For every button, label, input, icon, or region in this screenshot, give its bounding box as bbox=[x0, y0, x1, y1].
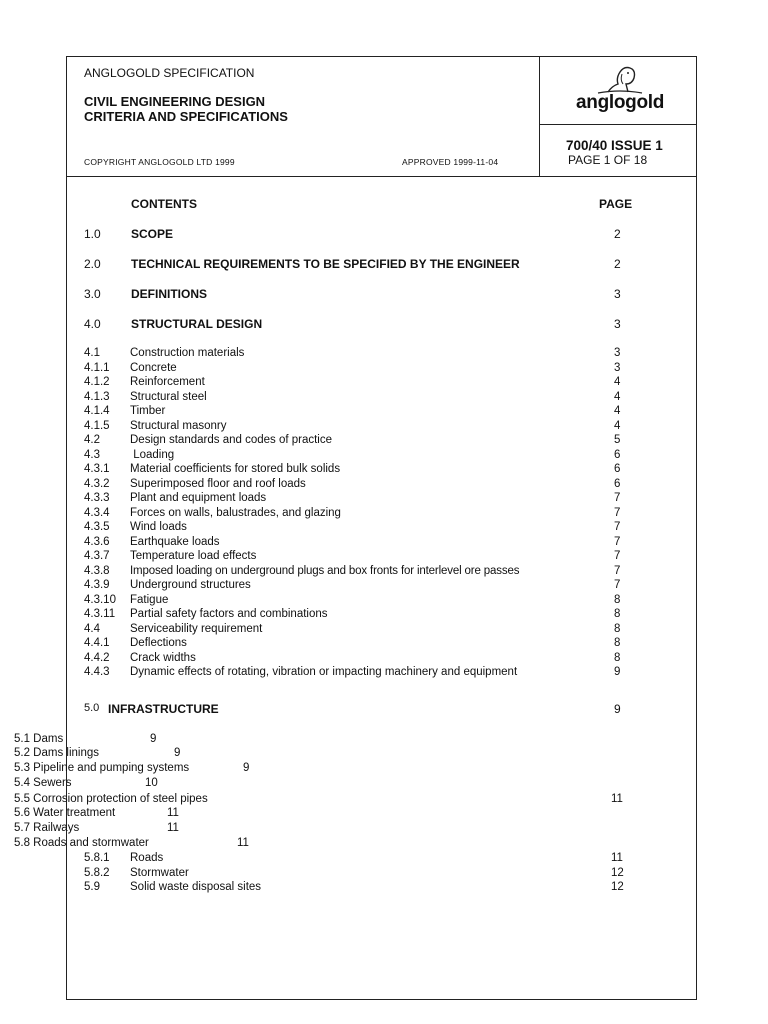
document-issue: 700/40 ISSUE 1 bbox=[566, 138, 663, 153]
subitems-4 bbox=[84, 346, 644, 680]
item-page: 9 bbox=[614, 666, 621, 678]
misaligned-item: 5.3 Pipeline and pumping systems bbox=[14, 762, 190, 774]
item-page: 4 bbox=[614, 390, 621, 403]
item-page: 11 bbox=[611, 852, 623, 864]
item-number: 4.3 bbox=[84, 448, 100, 461]
item-title: Imposed loading on underground plugs and box fronts for interlevel ore passes bbox=[130, 564, 520, 577]
misaligned-item: 5.1 Dams bbox=[14, 733, 64, 745]
section-number: 1.0 bbox=[84, 227, 101, 241]
item-number: 5.9 bbox=[84, 881, 100, 893]
item-title: Solid waste disposal sites bbox=[130, 881, 262, 893]
item-title: Design standards and codes of practice bbox=[130, 434, 333, 446]
header-divider bbox=[66, 176, 697, 177]
item-page: 7 bbox=[614, 550, 621, 562]
subitems-5 bbox=[84, 851, 644, 895]
misaligned-item-page: 9 bbox=[150, 733, 157, 745]
toc-row bbox=[84, 491, 644, 506]
item-page: 7 bbox=[614, 521, 621, 533]
item-page: 7 bbox=[614, 506, 621, 519]
item-page: 8 bbox=[614, 593, 621, 606]
toc-row bbox=[84, 593, 644, 608]
item-page: 7 bbox=[614, 564, 621, 577]
item-page: 8 bbox=[614, 608, 621, 620]
page-column-heading: PAGE bbox=[599, 197, 633, 211]
section-page: 9 bbox=[614, 702, 621, 716]
item-number: 4.1.3 bbox=[84, 390, 110, 403]
item-number: 4.1 bbox=[84, 347, 100, 359]
logo-divider bbox=[539, 124, 697, 125]
item-number: 4.3.10 bbox=[84, 593, 116, 606]
item-number: 4.3.4 bbox=[84, 506, 110, 519]
item-title: Reinforcement bbox=[130, 376, 205, 388]
item-page: 7 bbox=[614, 579, 621, 591]
item-page: 4 bbox=[614, 376, 621, 388]
misaligned-item-page: 11 bbox=[237, 837, 249, 849]
toc-row bbox=[84, 880, 644, 895]
item-number: 4.4 bbox=[84, 622, 100, 635]
elephant-icon bbox=[568, 62, 672, 96]
toc-row bbox=[84, 419, 644, 434]
section-number: 2.0 bbox=[84, 257, 101, 271]
item-title: Earthquake loads bbox=[130, 535, 220, 548]
item-number: 4.3.9 bbox=[84, 579, 110, 591]
item-page: 6 bbox=[614, 448, 621, 461]
item-title: Structural steel bbox=[130, 390, 207, 403]
item-title: Structural masonry bbox=[130, 419, 227, 432]
spec-label: ANGLOGOLD SPECIFICATION bbox=[84, 66, 255, 80]
company-logo bbox=[568, 62, 672, 118]
misaligned-item: 5.2 Dams linings bbox=[14, 747, 100, 759]
approved-date: APPROVED 1999-11-04 bbox=[402, 157, 499, 167]
header-vertical-divider bbox=[539, 56, 540, 177]
section-title: TECHNICAL REQUIREMENTS TO BE SPECIFIED BY THE ENGINEER bbox=[131, 257, 520, 271]
toc-row bbox=[84, 866, 644, 881]
item-number: 4.4.1 bbox=[84, 637, 110, 649]
item-title: Dynamic effects of rotating, vibration or impacting machinery and equipment bbox=[130, 666, 518, 678]
toc-row bbox=[84, 433, 644, 448]
item-page: 4 bbox=[614, 405, 621, 417]
item-number: 4.1.4 bbox=[84, 405, 110, 417]
item-number: 5.8.1 bbox=[84, 852, 110, 864]
item-title: Timber bbox=[130, 405, 166, 417]
item-page: 4 bbox=[614, 419, 621, 432]
item-number: 4.4.3 bbox=[84, 666, 110, 678]
item-page: 12 bbox=[611, 881, 624, 893]
item-number: 5.8.2 bbox=[84, 866, 110, 879]
toc-row bbox=[84, 636, 644, 651]
item-page: 5 bbox=[614, 434, 621, 446]
item-title: Construction materials bbox=[130, 347, 245, 359]
misaligned-item: 5.5 Corrosion protection of steel pipes bbox=[14, 793, 208, 805]
item-number: 4.3.2 bbox=[84, 477, 110, 490]
title-line-1: CIVIL ENGINEERING DESIGN bbox=[84, 94, 266, 109]
toc-row bbox=[84, 651, 644, 666]
item-title: Fatigue bbox=[130, 593, 169, 606]
toc-row bbox=[84, 404, 644, 419]
page-number: PAGE 1 OF 18 bbox=[568, 153, 648, 167]
toc-row bbox=[84, 549, 644, 564]
toc-row bbox=[84, 665, 644, 680]
copyright-text: COPYRIGHT ANGLOGOLD LTD 1999 bbox=[84, 157, 235, 167]
toc-row bbox=[84, 851, 644, 866]
item-title: Temperature load effects bbox=[130, 550, 257, 562]
item-page: 6 bbox=[614, 463, 621, 475]
item-page: 3 bbox=[614, 347, 621, 359]
section-title: DEFINITIONS bbox=[131, 287, 208, 301]
logo-wordmark: anglogold bbox=[576, 92, 665, 113]
section-number: 5.0 bbox=[84, 702, 100, 714]
section-page: 2 bbox=[614, 257, 621, 271]
contents-heading: CONTENTS bbox=[131, 197, 197, 211]
item-page: 3 bbox=[614, 361, 621, 374]
section-title: SCOPE bbox=[131, 227, 174, 241]
misaligned-item: 5.7 Railways bbox=[14, 822, 80, 834]
misaligned-item: 5.6 Water treatment bbox=[14, 807, 116, 819]
item-page: 7 bbox=[614, 535, 621, 548]
misaligned-item-page: 9 bbox=[243, 762, 250, 774]
item-number: 4.1.5 bbox=[84, 419, 110, 432]
item-number: 4.3.8 bbox=[84, 564, 110, 577]
item-page: 6 bbox=[614, 477, 621, 490]
toc-row bbox=[84, 375, 644, 390]
misaligned-item-page: 11 bbox=[167, 822, 179, 834]
item-number: 4.3.3 bbox=[84, 492, 110, 504]
item-title: Partial safety factors and combinations bbox=[130, 608, 328, 620]
toc-row bbox=[84, 506, 644, 521]
item-title: Serviceability requirement bbox=[130, 622, 263, 635]
document-title bbox=[84, 94, 288, 124]
item-number: 4.2 bbox=[84, 434, 100, 446]
misaligned-item: 5.8 Roads and stormwater bbox=[14, 837, 149, 849]
item-page: 8 bbox=[614, 651, 621, 664]
toc-row bbox=[84, 361, 644, 376]
section-title: STRUCTURAL DESIGN bbox=[131, 317, 263, 331]
item-page: 12 bbox=[611, 866, 624, 879]
toc-row bbox=[84, 390, 644, 405]
item-title: Underground structures bbox=[130, 579, 251, 591]
item-number: 4.3.7 bbox=[84, 550, 110, 562]
item-title: Superimposed floor and roof loads bbox=[130, 477, 306, 490]
toc-row bbox=[84, 622, 644, 637]
item-number: 4.3.6 bbox=[84, 535, 110, 548]
toc-row bbox=[84, 520, 644, 535]
item-title: Deflections bbox=[130, 637, 187, 649]
toc-row bbox=[84, 462, 644, 477]
item-number: 4.3.11 bbox=[84, 608, 116, 620]
section-page: 3 bbox=[614, 287, 621, 301]
misaligned-item: 5.4 Sewers bbox=[14, 777, 72, 789]
section-page: 2 bbox=[614, 227, 621, 241]
toc-row bbox=[84, 535, 644, 550]
item-number: 4.3.5 bbox=[84, 521, 110, 533]
title-line-2: CRITERIA AND SPECIFICATIONS bbox=[84, 109, 288, 124]
misaligned-item-page: 10 bbox=[145, 777, 158, 789]
item-title: Crack widths bbox=[130, 651, 196, 664]
toc-row bbox=[84, 578, 644, 593]
item-page: 8 bbox=[614, 622, 621, 635]
misaligned-item-page: 11 bbox=[167, 807, 179, 819]
item-title: Forces on walls, balustrades, and glazing bbox=[130, 506, 341, 519]
section-page: 3 bbox=[614, 317, 621, 331]
item-page: 8 bbox=[614, 637, 621, 649]
section-number: 4.0 bbox=[84, 317, 101, 331]
item-title: Stormwater bbox=[130, 866, 189, 879]
item-title: Plant and equipment loads bbox=[130, 492, 267, 504]
toc-row bbox=[84, 477, 644, 492]
item-title: Roads bbox=[130, 852, 164, 864]
item-number: 4.3.1 bbox=[84, 463, 110, 475]
item-title: Loading bbox=[130, 448, 175, 461]
misaligned-item-page: 9 bbox=[174, 747, 181, 759]
misaligned-item-page: 11 bbox=[611, 793, 623, 805]
toc-row bbox=[84, 564, 644, 579]
item-title: Material coefficients for stored bulk solids bbox=[130, 463, 341, 475]
item-number: 4.1.2 bbox=[84, 376, 110, 388]
toc-row bbox=[84, 448, 644, 463]
item-title: Wind loads bbox=[130, 521, 187, 533]
item-page: 7 bbox=[614, 492, 621, 504]
item-number: 4.4.2 bbox=[84, 651, 110, 664]
toc-row bbox=[84, 607, 644, 622]
section-number: 3.0 bbox=[84, 287, 101, 301]
toc-row bbox=[84, 346, 644, 361]
item-number: 4.1.1 bbox=[84, 361, 110, 374]
item-title: Concrete bbox=[130, 361, 177, 374]
section-title: INFRASTRUCTURE bbox=[108, 702, 219, 716]
